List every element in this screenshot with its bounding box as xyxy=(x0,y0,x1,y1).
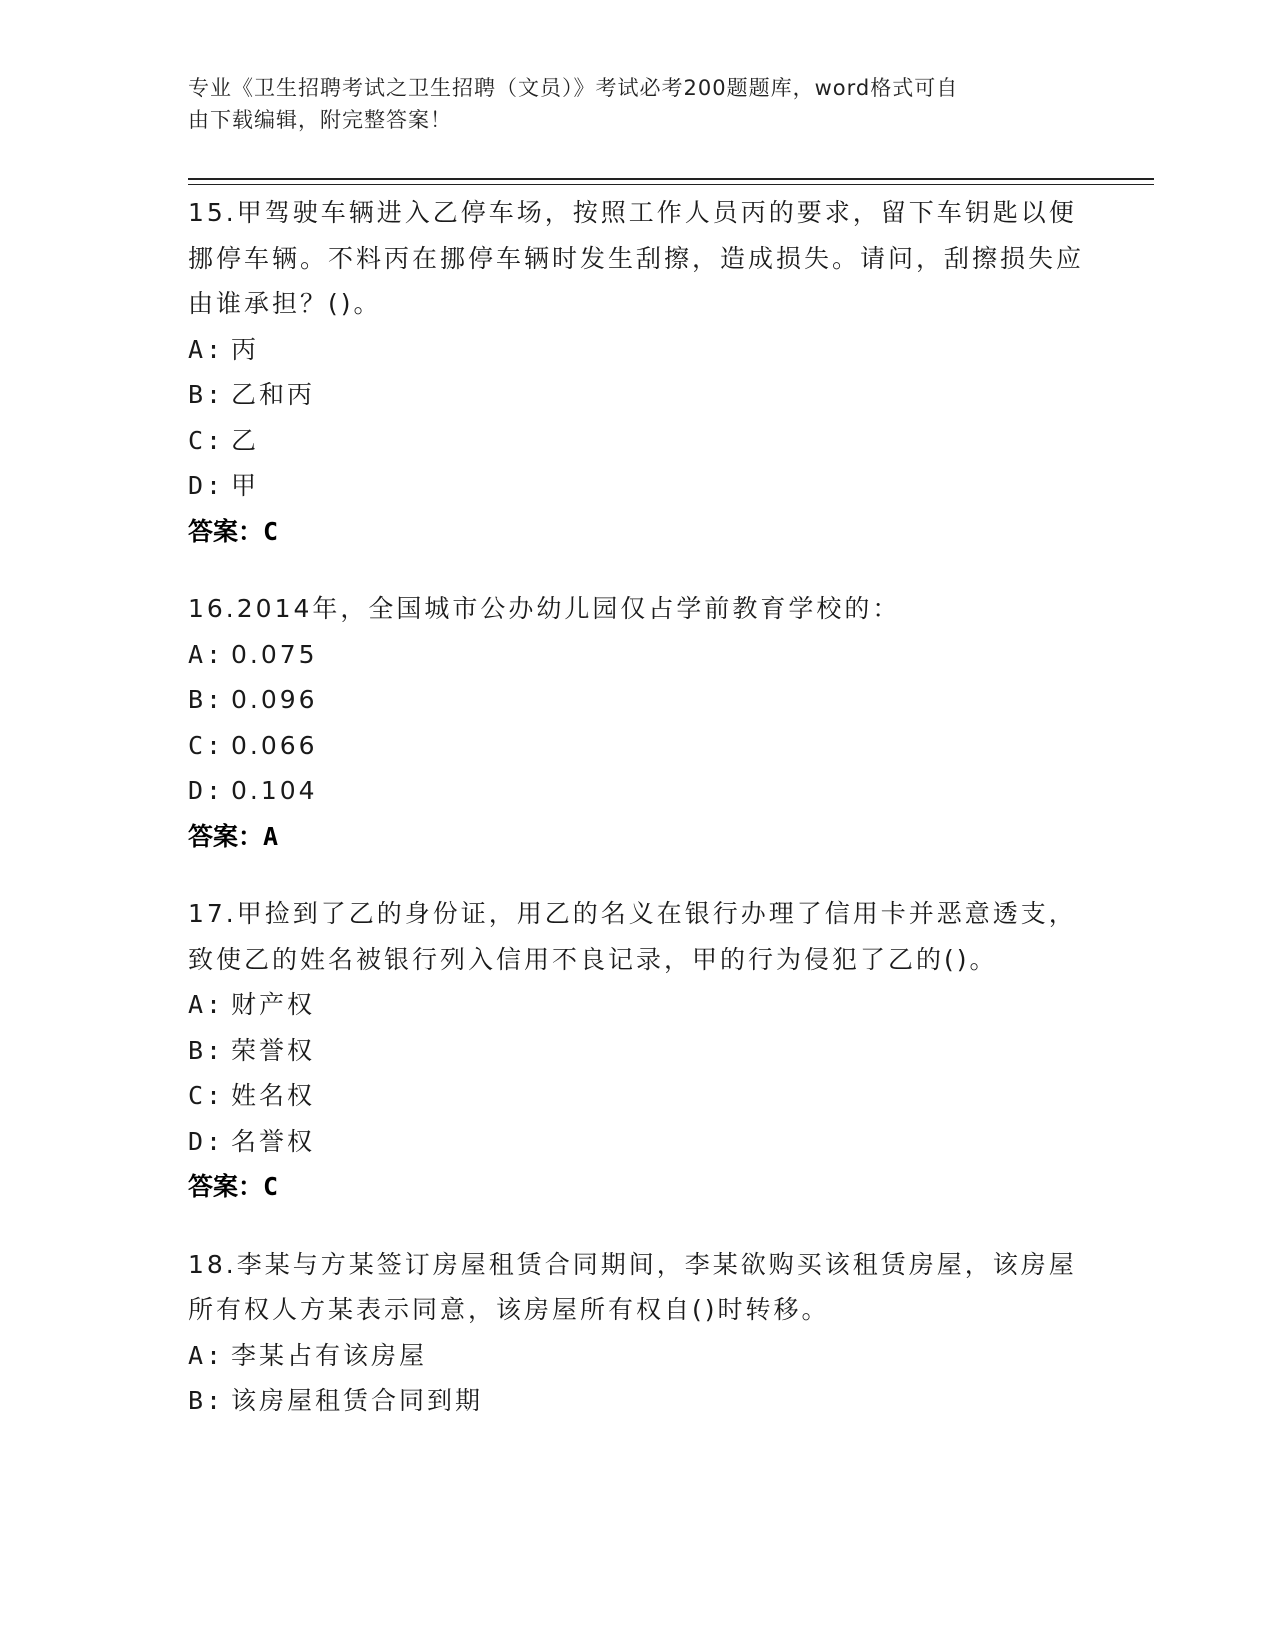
option-a xyxy=(188,1333,1088,1379)
option-b xyxy=(188,1378,1088,1424)
option-letter: D: xyxy=(188,471,225,500)
option-a xyxy=(188,982,1088,1028)
document-header xyxy=(188,72,1068,136)
option-text: 财产权 xyxy=(231,990,316,1019)
question-18 xyxy=(188,1242,1088,1424)
option-text: 0.104 xyxy=(231,776,318,805)
option-b xyxy=(188,372,1088,418)
option-d xyxy=(188,1119,1088,1165)
option-text: 名誉权 xyxy=(231,1126,316,1156)
option-text: 荣誉权 xyxy=(231,1035,316,1065)
option-text: 丙 xyxy=(231,334,260,364)
answer-line xyxy=(188,1164,1088,1210)
option-letter: D: xyxy=(188,1126,225,1156)
answer-label: 答案： xyxy=(188,516,264,546)
header-line-1: 专业《卫生招聘考试之卫生招聘（文员）》考试必考200题题库，word格式可自 xyxy=(188,76,959,100)
option-d xyxy=(188,463,1088,509)
option-text: 姓名权 xyxy=(231,1081,316,1110)
question-16 xyxy=(188,586,1088,859)
option-letter: C: xyxy=(188,425,225,455)
option-letter: A: xyxy=(188,990,225,1019)
option-letter: A: xyxy=(188,639,225,669)
option-text: 0.066 xyxy=(231,730,318,760)
option-a xyxy=(188,632,1088,678)
option-letter: B: xyxy=(188,380,225,409)
answer-value: C xyxy=(263,516,279,546)
option-text: 乙和丙 xyxy=(231,380,316,409)
option-c xyxy=(188,1073,1088,1119)
option-c xyxy=(188,723,1088,769)
option-d xyxy=(188,768,1088,814)
option-c xyxy=(188,418,1088,464)
option-letter: B: xyxy=(188,685,225,714)
question-15 xyxy=(188,190,1088,554)
question-17 xyxy=(188,891,1088,1210)
option-text: 0.075 xyxy=(231,639,318,669)
header-divider-thin xyxy=(188,184,1154,185)
option-letter: C: xyxy=(188,1081,225,1110)
answer-label: 答案： xyxy=(188,821,264,851)
question-list xyxy=(188,190,1088,1456)
option-letter: C: xyxy=(188,730,225,760)
question-stem: 16.2014年，全国城市公办幼儿园仅占学前教育学校的： xyxy=(188,594,901,623)
option-text: 甲 xyxy=(231,471,260,500)
answer-value: A xyxy=(263,821,279,851)
option-letter: D: xyxy=(188,776,225,805)
option-text: 0.096 xyxy=(231,685,318,714)
option-letter: B: xyxy=(188,1035,225,1065)
option-letter: B: xyxy=(188,1386,225,1415)
question-stem: 18.李某与方某签订房屋租赁合同期间，李某欲购买该租赁房屋，该房屋所有权人方某表示同意，该房屋所有权自()时转移。 xyxy=(188,1249,1077,1324)
option-b xyxy=(188,677,1088,723)
answer-value: C xyxy=(263,1172,279,1201)
option-a xyxy=(188,327,1088,373)
option-text: 该房屋租赁合同到期 xyxy=(231,1386,484,1415)
option-b xyxy=(188,1028,1088,1074)
question-stem: 17.甲捡到了乙的身份证，用乙的名义在银行办理了信用卡并恶意透支，致使乙的姓名被银行列入信用不良记录，甲的行为侵犯了乙的()。 xyxy=(188,899,1077,974)
answer-line xyxy=(188,509,1088,555)
header-line-2: 由下载编辑，附完整答案！ xyxy=(188,108,452,132)
header-divider-thick xyxy=(188,178,1154,180)
option-letter: A: xyxy=(188,334,225,364)
question-stem: 15.甲驾驶车辆进入乙停车场，按照工作人员丙的要求，留下车钥匙以便挪停车辆。不料丙在挪停车辆时发生刮擦，造成损失。请问，刮擦损失应由谁承担？()。 xyxy=(188,198,1085,318)
answer-label: 答案： xyxy=(188,1172,264,1201)
option-letter: A: xyxy=(188,1340,225,1370)
answer-line xyxy=(188,814,1088,860)
option-text: 李某占有该房屋 xyxy=(231,1340,428,1370)
option-text: 乙 xyxy=(231,425,260,455)
